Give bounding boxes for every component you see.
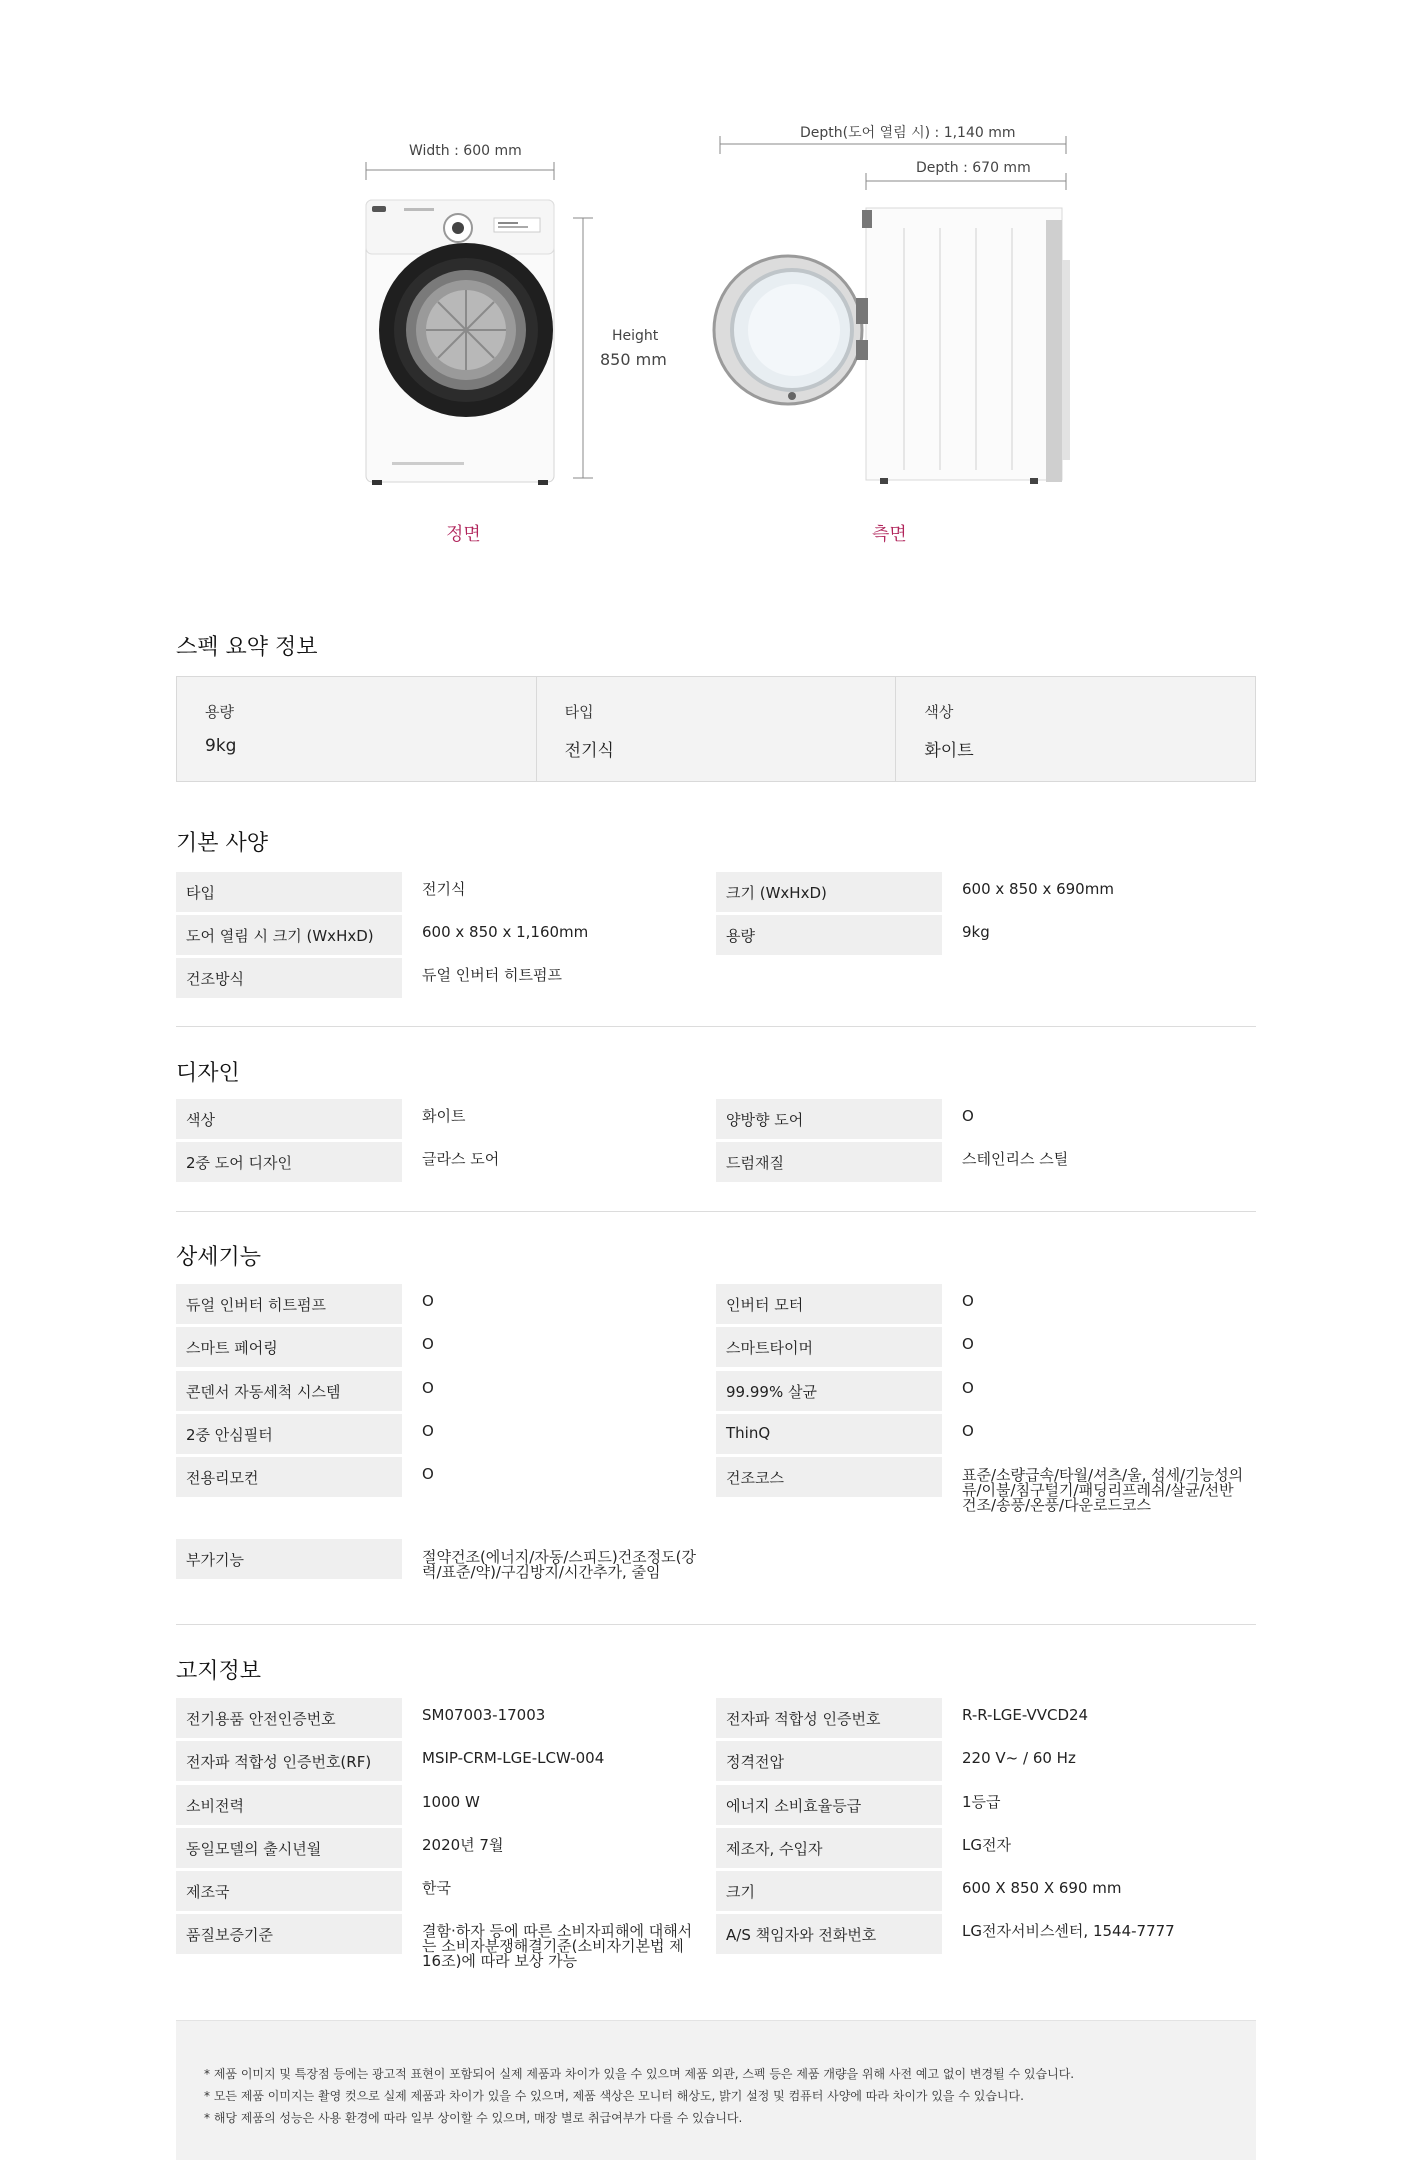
height-dimension-value: 850 mm <box>600 350 667 369</box>
spec-value: R-R-LGE-VVCD24 <box>962 1706 1089 1724</box>
disclaimer-line: * 모든 제품 이미지는 촬영 컷으로 실제 제품과 차이가 있을 수 있으며, 제품 색상은 모니터 해상도, 밝기 설정 및 컴퓨터 사양에 따라 차이가 있을 수 있습니다. <box>204 2089 1024 2103</box>
product-dimension-diagram <box>0 0 1428 570</box>
spec-value: O <box>422 1335 434 1353</box>
spec-label: 전용리모컨 <box>176 1457 402 1497</box>
section-divider <box>176 1211 1256 1212</box>
disclaimer-line: * 제품 이미지 및 특장점 등에는 광고적 표현이 포함되어 실제 제품과 차이가 있을 수 있으며 제품 외관, 스펙 등은 제품 개량을 위해 사전 예고 없이 변경될 수 있습니다. <box>204 2067 1075 2081</box>
spec-value: O <box>962 1292 974 1310</box>
spec-value: O <box>962 1422 974 1440</box>
spec-label: 건조코스 <box>716 1457 942 1497</box>
spec-label: 전기용품 안전인증번호 <box>176 1698 402 1738</box>
summary-label: 색상 <box>924 703 954 721</box>
dryer-front-view <box>366 200 554 485</box>
spec-value: 표준/소량급속/타월/셔츠/울, 섬세/기능성의류/이불/침구털기/패딩리프레쉬/살균/선반건조/송풍/온풍/다운로드코스 <box>962 1466 1244 1514</box>
spec-label: 스마트타이머 <box>716 1327 942 1367</box>
spec-value: 글라스 도어 <box>422 1150 500 1168</box>
spec-value: 듀얼 인버터 히트펌프 <box>422 966 562 984</box>
width-dimension-label: Width : 600 mm <box>409 143 522 159</box>
spec-label: 듀얼 인버터 히트펌프 <box>176 1284 402 1324</box>
spec-label: 양방향 도어 <box>716 1099 942 1139</box>
basic-specs-title: 기본 사양 <box>176 831 269 856</box>
spec-value: 600 x 850 x 690mm <box>962 880 1114 898</box>
spec-label: 동일모델의 출시년월 <box>176 1828 402 1868</box>
spec-label: 드럼재질 <box>716 1142 942 1182</box>
spec-label: 건조방식 <box>176 958 402 998</box>
spec-summary-box <box>176 676 1256 782</box>
spec-value: 한국 <box>422 1879 451 1897</box>
spec-label: 전자파 적합성 인증번호(RF) <box>176 1741 402 1781</box>
spec-value: 2020년 7월 <box>422 1836 504 1854</box>
spec-label: 도어 열림 시 크기 (WxHxD) <box>176 915 402 955</box>
summary-value: 전기식 <box>564 741 614 761</box>
spec-label: ThinQ <box>716 1414 942 1454</box>
spec-value: 화이트 <box>422 1107 466 1125</box>
spec-label: 품질보증기준 <box>176 1914 402 1954</box>
notice-info-title: 고지정보 <box>176 1659 262 1684</box>
section-divider <box>176 1624 1256 1625</box>
spec-value: 9kg <box>962 923 990 941</box>
spec-label: 2중 안심필터 <box>176 1414 402 1454</box>
summary-label: 타입 <box>564 703 594 721</box>
dryer-illustration <box>0 0 1428 570</box>
spec-label: 99.99% 살균 <box>716 1371 942 1411</box>
spec-value: O <box>422 1292 434 1310</box>
spec-label: 크기 <box>716 1871 942 1911</box>
spec-label: 제조자, 수입자 <box>716 1828 942 1868</box>
spec-value: 절약건조(에너지/자동/스피드)건조정도(강력/표준/약)/구김방지/시간추가, 줄임 <box>422 1548 696 1581</box>
features-title: 상세기능 <box>176 1245 262 1270</box>
depth-dimension-label: Depth : 670 mm <box>916 160 1031 176</box>
spec-label: 용량 <box>716 915 942 955</box>
spec-value: O <box>422 1379 434 1397</box>
spec-label: 소비전력 <box>176 1785 402 1825</box>
spec-label: 타입 <box>176 872 402 912</box>
spec-label: A/S 책임자와 전화번호 <box>716 1914 942 1954</box>
spec-label: 2중 도어 디자인 <box>176 1142 402 1182</box>
section-divider <box>176 1026 1256 1027</box>
spec-label: 색상 <box>176 1099 402 1139</box>
spec-value: O <box>422 1422 434 1440</box>
spec-label: 제조국 <box>176 1871 402 1911</box>
spec-value: O <box>962 1107 974 1125</box>
spec-value: O <box>962 1379 974 1397</box>
spec-value: O <box>962 1335 974 1353</box>
spec-label: 인버터 모터 <box>716 1284 942 1324</box>
spec-value: SM07003-17003 <box>422 1706 546 1724</box>
spec-value: 600 x 850 x 1,160mm <box>422 923 589 941</box>
spec-value: 1000 W <box>422 1793 480 1811</box>
design-title: 디자인 <box>176 1061 240 1086</box>
dryer-side-view <box>714 208 1070 484</box>
side-view-label: 측면 <box>872 524 907 545</box>
spec-value: O <box>422 1465 434 1483</box>
spec-label: 콘덴서 자동세척 시스템 <box>176 1371 402 1411</box>
summary-type <box>537 677 897 781</box>
spec-label: 에너지 소비효율등급 <box>716 1785 942 1825</box>
spec-label: 부가기능 <box>176 1539 402 1579</box>
summary-color <box>896 677 1255 781</box>
spec-label: 정격전압 <box>716 1741 942 1781</box>
spec-label: 스마트 페어링 <box>176 1327 402 1367</box>
front-view-label: 정면 <box>446 524 481 545</box>
spec-value: 1등급 <box>962 1793 1001 1811</box>
summary-label: 용량 <box>205 703 234 721</box>
spec-value: 결함·하자 등에 따른 소비자피해에 대해서는 소비자분쟁해결기준(소비자기본법 제 16조)에 따라 보상 가능 <box>422 1922 693 1970</box>
spec-value: 전기식 <box>422 880 466 898</box>
depth-open-dimension-label: Depth(도어 열림 시) : 1,140 mm <box>800 125 1016 141</box>
spec-value: 220 V~ / 60 Hz <box>962 1749 1076 1767</box>
spec-label: 전자파 적합성 인증번호 <box>716 1698 942 1738</box>
height-dimension-label: Height <box>612 328 659 344</box>
spec-value: 600 X 850 X 690 mm <box>962 1879 1122 1897</box>
spec-value: LG전자 <box>962 1836 1011 1854</box>
summary-capacity <box>177 677 537 781</box>
spec-value: MSIP-CRM-LGE-LCW-004 <box>422 1749 605 1767</box>
spec-label: 크기 (WxHxD) <box>716 872 942 912</box>
disclaimer-box <box>176 2020 1256 2160</box>
spec-value: 스테인리스 스틸 <box>962 1150 1069 1168</box>
summary-value: 화이트 <box>924 741 974 761</box>
spec-value: LG전자서비스센터, 1544-7777 <box>962 1922 1175 1940</box>
summary-value: 9kg <box>205 736 237 756</box>
spec-summary-title: 스펙 요약 정보 <box>176 635 318 660</box>
disclaimer-line: * 해당 제품의 성능은 사용 환경에 따라 일부 상이할 수 있으며, 매장 별로 취급여부가 다를 수 있습니다. <box>204 2111 743 2125</box>
